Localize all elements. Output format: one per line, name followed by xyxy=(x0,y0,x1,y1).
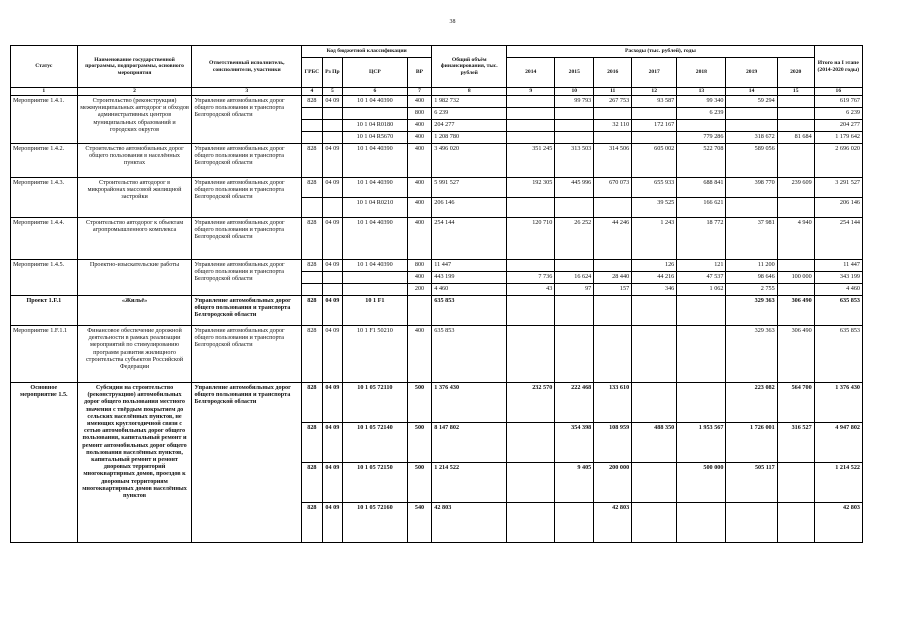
table-row xyxy=(11,260,863,272)
cell-total: 443 199 xyxy=(432,272,507,284)
cell-stage-total: 619 767 xyxy=(814,96,862,108)
header-expenses: Расходы (тыс. рублей), годы xyxy=(507,46,815,58)
cell-stage-total: 3 291 527 xyxy=(814,178,862,198)
cell-year-value: 43 xyxy=(507,284,555,296)
cell-year-value xyxy=(555,503,594,543)
column-number: 12 xyxy=(632,88,677,96)
cell-year-value: 670 073 xyxy=(594,178,632,198)
cell-year-value: 100 000 xyxy=(777,272,814,284)
cell-year-value xyxy=(677,503,726,543)
cell-csr: 10 1 04 40390 xyxy=(343,144,408,178)
cell-year-value: 172 167 xyxy=(632,120,677,132)
cell-grbs xyxy=(302,132,323,144)
cell-year-value: 318 672 xyxy=(726,132,777,144)
cell-grbs: 828 xyxy=(302,296,323,326)
cell-year-value: 28 440 xyxy=(594,272,632,284)
cell-stage-total: 206 146 xyxy=(814,198,862,218)
cell-year-value: 314 506 xyxy=(594,144,632,178)
cell-year-value xyxy=(726,503,777,543)
cell-year-value xyxy=(777,260,814,272)
header-status: Статус xyxy=(11,46,78,88)
row-name: Финансовое обеспечение дорожной деятельности в рамках реализации мероприятий по стимулированию программ развития жилищного строительства субъектов Российской Федерации xyxy=(77,326,192,383)
header-grbs: ГРБС xyxy=(302,58,323,88)
column-number: 7 xyxy=(407,88,432,96)
cell-year-value xyxy=(507,326,555,383)
header-name: Наименование государственной программы, подпрограммы, основного мероприятия xyxy=(77,46,192,88)
cell-year-value: 688 841 xyxy=(677,178,726,198)
cell-year-value xyxy=(507,296,555,326)
cell-year-value: 1 243 xyxy=(632,218,677,260)
column-number: 2 xyxy=(77,88,192,96)
cell-year-value: 18 772 xyxy=(677,218,726,260)
header-year: 2015 xyxy=(555,58,594,88)
cell-year-value: 44 216 xyxy=(632,272,677,284)
cell-vr: 800 xyxy=(407,260,432,272)
cell-year-value xyxy=(507,132,555,144)
cell-rzpr xyxy=(322,132,343,144)
cell-rzpr: 04 09 xyxy=(322,260,343,272)
cell-year-value: 42 803 xyxy=(594,503,632,543)
row-executor: Управление автомобильных дорог общего пользования и транспорта Белгородской области xyxy=(192,326,302,383)
row-name: «Жильё» xyxy=(77,296,192,326)
cell-year-value xyxy=(555,132,594,144)
row-status: Мероприятие 1.4.2. xyxy=(11,144,78,178)
cell-rzpr: 04 09 xyxy=(322,296,343,326)
cell-year-value: 313 503 xyxy=(555,144,594,178)
cell-total: 206 146 xyxy=(432,198,507,218)
cell-year-value xyxy=(507,463,555,503)
cell-year-value: 223 082 xyxy=(726,383,777,423)
cell-year-value xyxy=(594,260,632,272)
cell-year-value xyxy=(677,296,726,326)
cell-rzpr xyxy=(322,284,343,296)
cell-year-value xyxy=(507,108,555,120)
cell-rzpr: 04 09 xyxy=(322,144,343,178)
cell-stage-total: 4 460 xyxy=(814,284,862,296)
column-number: 15 xyxy=(777,88,814,96)
cell-year-value: 329 363 xyxy=(726,296,777,326)
cell-year-value xyxy=(507,260,555,272)
cell-year-value: 488 350 xyxy=(632,423,677,463)
row-status: Мероприятие 1.4.3. xyxy=(11,178,78,218)
row-executor: Управление автомобильных дорог общего пользования и транспорта Белгородской области xyxy=(192,260,302,296)
cell-grbs: 828 xyxy=(302,383,323,423)
cell-year-value xyxy=(632,108,677,120)
cell-year-value: 351 245 xyxy=(507,144,555,178)
column-number: 5 xyxy=(322,88,343,96)
cell-year-value: 16 624 xyxy=(555,272,594,284)
cell-rzpr: 04 09 xyxy=(322,326,343,383)
header-year: 2019 xyxy=(726,58,777,88)
cell-year-value: 93 587 xyxy=(632,96,677,108)
cell-year-value: 32 110 xyxy=(594,120,632,132)
cell-year-value: 1 726 001 xyxy=(726,423,777,463)
cell-csr: 10 1 04 R0210 xyxy=(343,198,408,218)
cell-year-value: 239 609 xyxy=(777,178,814,198)
cell-year-value: 329 363 xyxy=(726,326,777,383)
cell-vr: 400 xyxy=(407,198,432,218)
cell-year-value xyxy=(632,463,677,503)
cell-year-value: 445 996 xyxy=(555,178,594,198)
cell-vr: 200 xyxy=(407,284,432,296)
table-row xyxy=(11,296,863,326)
cell-vr: 400 xyxy=(407,272,432,284)
cell-year-value: 97 xyxy=(555,284,594,296)
cell-csr: 10 1 04 R5670 xyxy=(343,132,408,144)
cell-year-value xyxy=(632,383,677,423)
cell-stage-total: 42 803 xyxy=(814,503,862,543)
cell-year-value xyxy=(777,463,814,503)
header-vr: ВР xyxy=(407,58,432,88)
cell-vr: 400 xyxy=(407,144,432,178)
cell-rzpr: 04 09 xyxy=(322,218,343,260)
cell-stage-total: 1 376 430 xyxy=(814,383,862,423)
cell-total: 6 239 xyxy=(432,108,507,120)
cell-year-value xyxy=(594,198,632,218)
cell-grbs: 828 xyxy=(302,423,323,463)
cell-year-value: 500 000 xyxy=(677,463,726,503)
cell-vr: 500 xyxy=(407,423,432,463)
table-row xyxy=(11,383,863,423)
row-name: Строительство автомобильных дорог общего пользования в населённых пунктах xyxy=(77,144,192,178)
cell-year-value: 133 610 xyxy=(594,383,632,423)
cell-stage-total: 6 239 xyxy=(814,108,862,120)
cell-year-value xyxy=(777,284,814,296)
cell-vr: 500 xyxy=(407,463,432,503)
cell-total: 1 208 780 xyxy=(432,132,507,144)
cell-vr: 400 xyxy=(407,178,432,198)
row-status: Мероприятие 1.4.4. xyxy=(11,218,78,260)
column-number: 11 xyxy=(594,88,632,96)
column-number: 6 xyxy=(343,88,408,96)
header-row xyxy=(11,46,863,58)
header-csr: ЦСР xyxy=(343,58,408,88)
cell-year-value xyxy=(632,132,677,144)
cell-rzpr: 04 09 xyxy=(322,463,343,503)
cell-csr: 10 1 04 40390 xyxy=(343,218,408,260)
cell-stage-total: 254 144 xyxy=(814,218,862,260)
cell-csr: 10 1 05 72110 xyxy=(343,383,408,423)
cell-year-value: 121 xyxy=(677,260,726,272)
cell-year-value: 267 753 xyxy=(594,96,632,108)
cell-csr xyxy=(343,108,408,120)
cell-year-value: 354 398 xyxy=(555,423,594,463)
cell-year-value: 81 684 xyxy=(777,132,814,144)
cell-vr: 400 xyxy=(407,218,432,260)
table-row xyxy=(11,326,863,383)
column-number: 9 xyxy=(507,88,555,96)
cell-year-value: 6 239 xyxy=(677,108,726,120)
cell-vr: 400 xyxy=(407,120,432,132)
cell-total: 1 982 732 xyxy=(432,96,507,108)
cell-grbs: 828 xyxy=(302,218,323,260)
header-year: 2014 xyxy=(507,58,555,88)
row-executor: Управление автомобильных дорог общего пользования и транспорта Белгородской области xyxy=(192,296,302,326)
cell-grbs: 828 xyxy=(302,326,323,383)
cell-grbs: 828 xyxy=(302,260,323,272)
cell-grbs: 828 xyxy=(302,463,323,503)
cell-grbs: 828 xyxy=(302,503,323,543)
cell-year-value: 7 736 xyxy=(507,272,555,284)
cell-csr: 10 1 05 72150 xyxy=(343,463,408,503)
table-row xyxy=(11,96,863,108)
cell-rzpr xyxy=(322,272,343,284)
header-code-group: Код бюджетной классификации xyxy=(302,46,432,58)
cell-year-value: 316 527 xyxy=(777,423,814,463)
cell-year-value: 9 405 xyxy=(555,463,594,503)
row-status: Мероприятие 1.4.5. xyxy=(11,260,78,296)
cell-total: 254 144 xyxy=(432,218,507,260)
cell-csr: 10 1 04 40390 xyxy=(343,178,408,198)
header-total: Общий объём финансирования, тыс. рублей xyxy=(432,46,507,88)
row-status: Основное мероприятие 1.5. xyxy=(11,383,78,543)
cell-grbs: 828 xyxy=(302,144,323,178)
cell-stage-total: 635 853 xyxy=(814,326,862,383)
cell-rzpr: 04 09 xyxy=(322,96,343,108)
row-name: Проектно-изыскательские работы xyxy=(77,260,192,296)
cell-vr: 800 xyxy=(407,108,432,120)
cell-year-value: 1 062 xyxy=(677,284,726,296)
cell-year-value: 157 xyxy=(594,284,632,296)
row-status: Проект 1.F.1 xyxy=(11,296,78,326)
cell-year-value xyxy=(555,120,594,132)
cell-year-value: 222 468 xyxy=(555,383,594,423)
cell-year-value: 605 002 xyxy=(632,144,677,178)
cell-rzpr xyxy=(322,108,343,120)
cell-year-value: 346 xyxy=(632,284,677,296)
table-row xyxy=(11,218,863,260)
page-number: 38 xyxy=(449,19,456,25)
column-number: 10 xyxy=(555,88,594,96)
cell-vr: 400 xyxy=(407,132,432,144)
cell-stage-total: 2 696 020 xyxy=(814,144,862,178)
cell-year-value xyxy=(594,132,632,144)
cell-year-value: 779 286 xyxy=(677,132,726,144)
cell-year-value xyxy=(555,326,594,383)
table-row xyxy=(11,178,863,198)
cell-csr: 10 1 05 72160 xyxy=(343,503,408,543)
cell-total: 204 277 xyxy=(432,120,507,132)
cell-vr: 540 xyxy=(407,503,432,543)
cell-year-value xyxy=(726,120,777,132)
row-executor: Управление автомобильных дорог общего пользования и транспорта Белгородской области xyxy=(192,96,302,144)
cell-csr: 10 1 04 40390 xyxy=(343,96,408,108)
cell-grbs: 828 xyxy=(302,96,323,108)
header-year: 2018 xyxy=(677,58,726,88)
cell-year-value xyxy=(594,326,632,383)
row-executor: Управление автомобильных дорог общего пользования и транспорта Белгородской области xyxy=(192,383,302,543)
header-year: 2016 xyxy=(594,58,632,88)
row-status: Мероприятие 1.F.1.1 xyxy=(11,326,78,383)
row-name: Строительство автодорог в микрорайонах массовой жилищной застройки xyxy=(77,178,192,218)
cell-csr: 10 1 05 72140 xyxy=(343,423,408,463)
cell-year-value xyxy=(726,198,777,218)
cell-year-value: 120 710 xyxy=(507,218,555,260)
cell-csr: 10 1 04 40390 xyxy=(343,260,408,272)
cell-total: 3 496 020 xyxy=(432,144,507,178)
cell-year-value: 655 933 xyxy=(632,178,677,198)
cell-rzpr: 04 09 xyxy=(322,503,343,543)
cell-total: 635 853 xyxy=(432,296,507,326)
cell-csr: 10 1 F1 xyxy=(343,296,408,326)
cell-year-value xyxy=(677,120,726,132)
cell-year-value: 1 953 567 xyxy=(677,423,726,463)
cell-year-value: 39 525 xyxy=(632,198,677,218)
row-name: Строительство (реконструкция) межмуниципальных автодорог и обходов административных центров муниципальных образований и городских округов xyxy=(77,96,192,144)
cell-year-value xyxy=(555,198,594,218)
cell-total: 8 147 802 xyxy=(432,423,507,463)
cell-year-value: 166 621 xyxy=(677,198,726,218)
cell-total: 42 803 xyxy=(432,503,507,543)
cell-csr xyxy=(343,272,408,284)
cell-year-value xyxy=(777,503,814,543)
header-executor: Ответственный исполнитель, соисполнители, участники xyxy=(192,46,302,88)
cell-grbs xyxy=(302,108,323,120)
cell-grbs xyxy=(302,198,323,218)
cell-year-value: 98 646 xyxy=(726,272,777,284)
cell-stage-total: 204 277 xyxy=(814,120,862,132)
row-name: Субсидии на строительство (реконструкцию) автомобильных дорог общего пользования местного значения с твёрдым покрытием до сельских населённых пунктов, не имеющих круглогодичной связи с сетью автомобильных дорог общего пользования, капитальный ремонт и ремонт автомобильных дорог общего пользования населённых пунктов, капитальный ремонт и ремонт дворовых территорий многоквартирных домов, проездов к дворовым территориям многоквартирных домов населённых пунктов xyxy=(77,383,192,543)
cell-year-value xyxy=(632,296,677,326)
cell-year-value xyxy=(507,423,555,463)
column-number: 3 xyxy=(192,88,302,96)
cell-stage-total: 635 853 xyxy=(814,296,862,326)
cell-rzpr: 04 09 xyxy=(322,423,343,463)
cell-year-value: 99 340 xyxy=(677,96,726,108)
cell-year-value: 11 200 xyxy=(726,260,777,272)
cell-year-value xyxy=(677,326,726,383)
column-number: 14 xyxy=(726,88,777,96)
cell-vr: 400 xyxy=(407,96,432,108)
cell-rzpr xyxy=(322,120,343,132)
cell-year-value xyxy=(555,260,594,272)
table-row xyxy=(11,144,863,178)
cell-year-value: 37 981 xyxy=(726,218,777,260)
cell-year-value xyxy=(555,296,594,326)
header-rzpr: Рз Пр xyxy=(322,58,343,88)
cell-vr xyxy=(407,296,432,326)
header-year: 2020 xyxy=(777,58,814,88)
cell-grbs: 828 xyxy=(302,178,323,198)
cell-year-value: 4 940 xyxy=(777,218,814,260)
cell-year-value: 59 294 xyxy=(726,96,777,108)
cell-year-value: 232 570 xyxy=(507,383,555,423)
header-year: 2017 xyxy=(632,58,677,88)
cell-stage-total: 4 947 802 xyxy=(814,423,862,463)
cell-year-value xyxy=(777,108,814,120)
cell-grbs xyxy=(302,284,323,296)
cell-year-value xyxy=(777,120,814,132)
cell-year-value: 2 755 xyxy=(726,284,777,296)
column-number: 13 xyxy=(677,88,726,96)
cell-year-value: 398 770 xyxy=(726,178,777,198)
cell-year-value: 564 700 xyxy=(777,383,814,423)
column-number: 4 xyxy=(302,88,323,96)
cell-year-value: 192 305 xyxy=(507,178,555,198)
row-executor: Управление автомобильных дорог общего пользования и транспорта Белгородской области xyxy=(192,218,302,260)
cell-vr: 500 xyxy=(407,383,432,423)
cell-year-value: 522 708 xyxy=(677,144,726,178)
cell-year-value xyxy=(594,296,632,326)
cell-year-value: 589 056 xyxy=(726,144,777,178)
row-status: Мероприятие 1.4.1. xyxy=(11,96,78,144)
cell-stage-total: 1 214 522 xyxy=(814,463,862,503)
cell-csr: 10 1 F1 50210 xyxy=(343,326,408,383)
cell-year-value: 108 959 xyxy=(594,423,632,463)
cell-rzpr xyxy=(322,198,343,218)
cell-vr: 400 xyxy=(407,326,432,383)
cell-year-value: 99 793 xyxy=(555,96,594,108)
cell-year-value xyxy=(555,108,594,120)
cell-stage-total: 343 199 xyxy=(814,272,862,284)
row-executor: Управление автомобильных дорог общего пользования и транспорта Белгородской области xyxy=(192,178,302,218)
cell-total: 635 853 xyxy=(432,326,507,383)
cell-year-value: 44 246 xyxy=(594,218,632,260)
cell-grbs xyxy=(302,120,323,132)
column-number: 16 xyxy=(814,88,862,96)
cell-year-value: 505 117 xyxy=(726,463,777,503)
cell-year-value xyxy=(632,503,677,543)
row-name: Строительство автодорог к объектам агропромышленного комплекса xyxy=(77,218,192,260)
cell-total: 11 447 xyxy=(432,260,507,272)
budget-table xyxy=(10,45,863,543)
header-stage-total: Итого на I этапе (2014-2020 годы) xyxy=(814,46,862,88)
cell-total: 4 460 xyxy=(432,284,507,296)
cell-stage-total: 1 179 642 xyxy=(814,132,862,144)
cell-year-value xyxy=(507,503,555,543)
column-number-row xyxy=(11,88,863,96)
cell-rzpr: 04 09 xyxy=(322,178,343,198)
cell-stage-total: 11 447 xyxy=(814,260,862,272)
cell-csr: 10 1 04 R0180 xyxy=(343,120,408,132)
column-number: 8 xyxy=(432,88,507,96)
cell-year-value xyxy=(507,198,555,218)
cell-rzpr: 04 09 xyxy=(322,383,343,423)
cell-year-value: 306 490 xyxy=(777,296,814,326)
cell-total: 1 214 522 xyxy=(432,463,507,503)
cell-year-value: 200 000 xyxy=(594,463,632,503)
cell-grbs xyxy=(302,272,323,284)
cell-total: 1 376 430 xyxy=(432,383,507,423)
cell-year-value xyxy=(777,198,814,218)
cell-year-value xyxy=(507,96,555,108)
cell-year-value xyxy=(726,108,777,120)
cell-total: 5 991 527 xyxy=(432,178,507,198)
cell-year-value xyxy=(777,144,814,178)
cell-year-value: 306 490 xyxy=(777,326,814,383)
cell-year-value: 126 xyxy=(632,260,677,272)
cell-year-value: 26 252 xyxy=(555,218,594,260)
cell-year-value xyxy=(632,326,677,383)
cell-year-value xyxy=(507,120,555,132)
cell-year-value xyxy=(777,96,814,108)
cell-csr xyxy=(343,284,408,296)
column-number: 1 xyxy=(11,88,78,96)
cell-year-value xyxy=(594,108,632,120)
row-executor: Управление автомобильных дорог общего пользования и транспорта Белгородской области xyxy=(192,144,302,178)
cell-year-value xyxy=(677,383,726,423)
cell-year-value: 47 537 xyxy=(677,272,726,284)
